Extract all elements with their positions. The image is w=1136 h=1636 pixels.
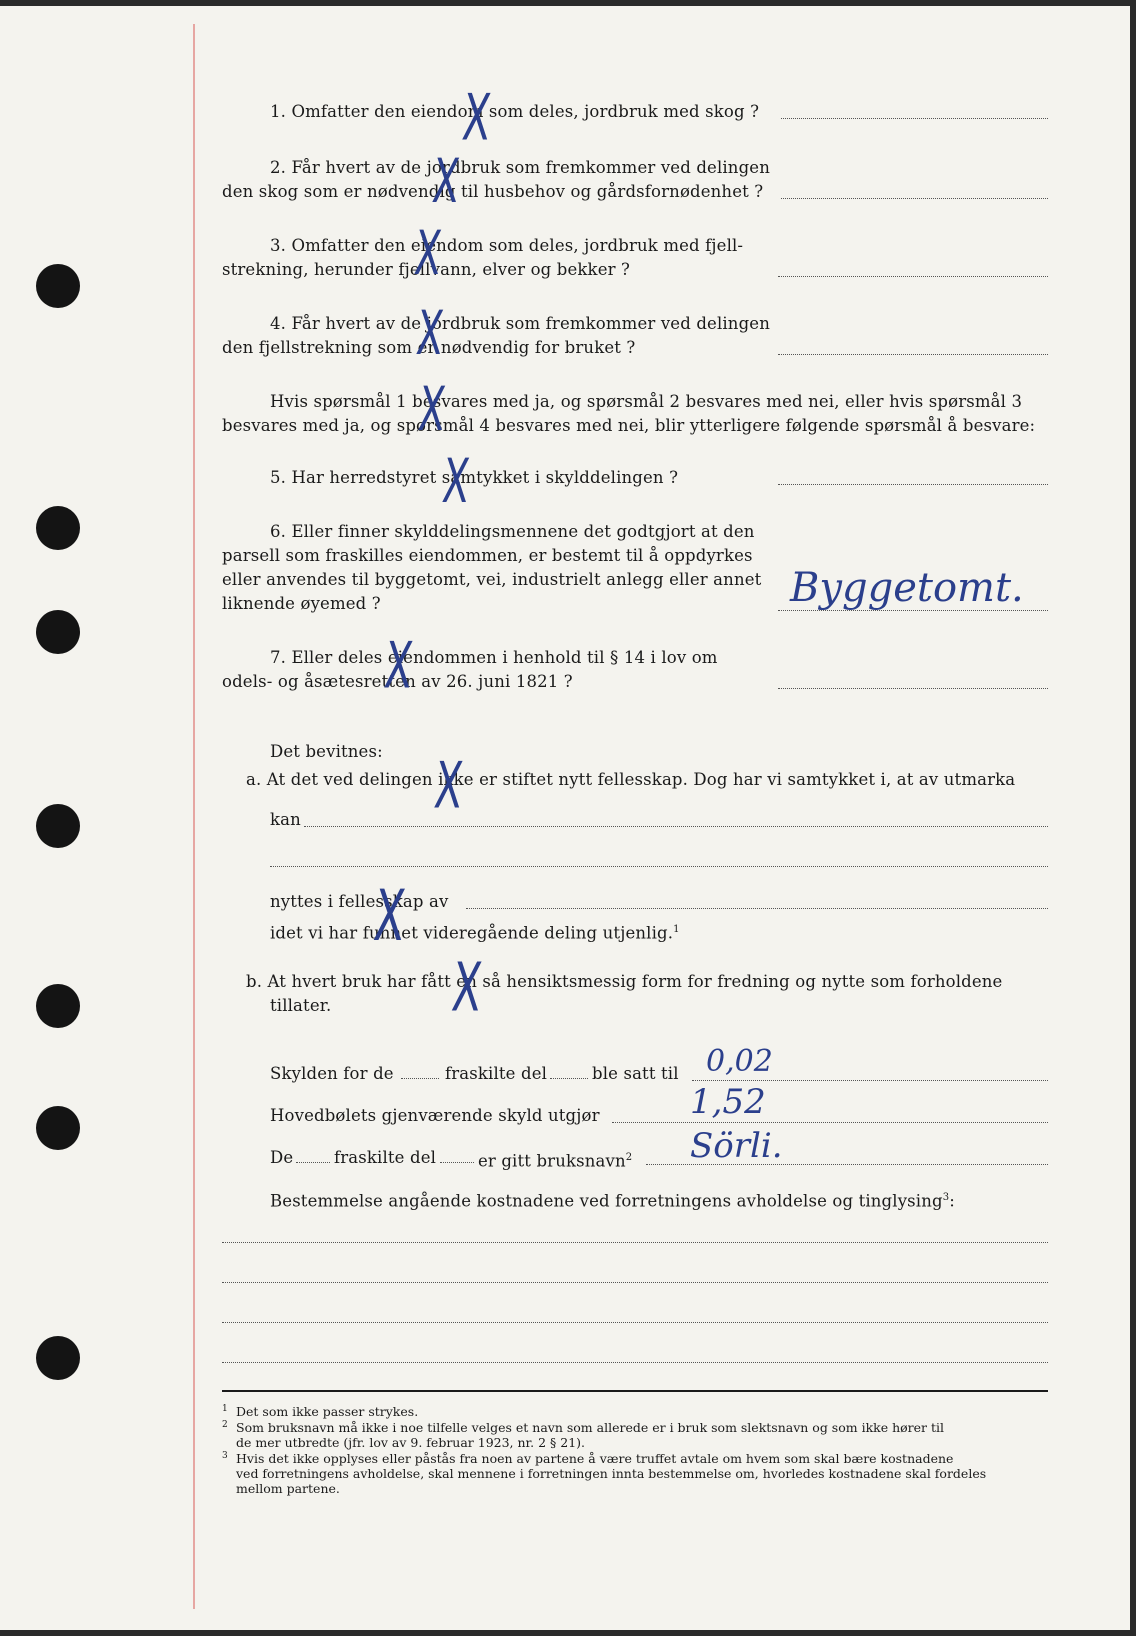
attest-a-nyttes-line[interactable]: [466, 908, 1048, 909]
hoved-value-line[interactable]: [612, 1122, 1048, 1123]
footnote-1: Det som ikke passer strykes.: [236, 1404, 419, 1419]
punch-hole: [36, 984, 80, 1028]
strike-x-mark: X: [439, 446, 473, 517]
hoved-label: Hovedbølets gjenværende skyld utgjør: [270, 1106, 600, 1125]
punch-hole: [36, 506, 80, 550]
condition-line-2: besvares med ja, og spørsmål 4 besvares med nei, blir ytterligere følgende spørsmål å besvare:: [222, 416, 1036, 435]
punch-hole: [36, 1106, 80, 1150]
bestemmelse-line-2[interactable]: [222, 1282, 1048, 1283]
skyld-label-3: ble satt til: [592, 1064, 679, 1083]
footnote-2-line-1: Som bruksnavn må ikke i noe tilfelle velges et navn som allerede er i bruk som slektsnavn og som ikke hører til: [236, 1420, 945, 1435]
footnote-number: 3: [222, 1451, 228, 1461]
navn-label-3: er gitt bruksnavn$^2$: [478, 1151, 633, 1171]
navn-blank-1[interactable]: [296, 1162, 330, 1163]
skyld-label-2: fraskilte del: [445, 1064, 548, 1083]
question-6-line-2: parsell som fraskilles eiendommen, er bestemt til å oppdyrkes: [222, 546, 753, 565]
navn-blank-2[interactable]: [440, 1162, 474, 1163]
margin-line: [193, 24, 195, 1609]
question-6-line-3: eller anvendes til byggetomt, vei, industrielt anlegg eller annet: [222, 570, 762, 589]
strike-x-mark: X: [413, 298, 447, 369]
punch-hole: [36, 264, 80, 308]
footnote-2-line-2: de mer utbredte (jfr. lov av 9. februar 1923, nr. 2 § 21).: [236, 1435, 586, 1450]
question-4-line-1: 4. Får hvert av de jordbruk som fremkommer ved delingen: [270, 314, 770, 333]
strike-x-mark: X: [381, 630, 416, 704]
condition-line-1: Hvis spørsmål 1 besvares med ja, og spørsmål 2 besvares med nei, eller hvis spørsmål 3: [270, 392, 1023, 411]
skyld-label-1: Skylden for de: [270, 1064, 394, 1083]
question-5: 5. Har herredstyret samtykket i skylddelingen ?: [270, 468, 679, 487]
hoved-value-handwritten: 1,52: [690, 1082, 766, 1122]
attest-a-kan: kan: [270, 810, 301, 829]
attest-a-nyttes: nyttes i fellesskap av: [270, 892, 449, 911]
answer-line-q1[interactable]: [781, 118, 1048, 119]
answer-line-q7[interactable]: [778, 688, 1048, 689]
question-3-line-1: 3. Omfatter den eiendom som deles, jordbruk med fjell-: [270, 236, 744, 255]
attest-heading: Det bevitnes:: [270, 742, 383, 761]
question-7-line-1: 7. Eller deles eiendommen i henhold til § 14 i lov om: [270, 648, 718, 667]
answer-line-q4[interactable]: [778, 354, 1048, 355]
navn-label-2: fraskilte del: [334, 1148, 437, 1167]
strike-x-mark: X: [449, 948, 485, 1027]
bestemmelse-line-4[interactable]: [222, 1362, 1048, 1363]
skyld-value-handwritten: 0,02: [706, 1044, 773, 1079]
navn-label-1: De: [270, 1148, 294, 1167]
answer-q6-handwritten: Byggetomt.: [790, 565, 1024, 611]
strike-x-mark: X: [411, 218, 445, 289]
answer-line-q2[interactable]: [781, 198, 1048, 199]
strike-x-mark: X: [415, 374, 449, 445]
bestemmelse-line-3[interactable]: [222, 1322, 1048, 1323]
question-2-line-1: 2. Får hvert av de jordbruk som fremkommer ved delingen: [270, 158, 770, 177]
strike-x-mark: X: [431, 750, 466, 824]
footnote-number: 2: [222, 1420, 228, 1430]
attest-a-blank-line[interactable]: [270, 866, 1048, 867]
bestemmelse-label: Bestemmelse angående kostnadene ved forretningens avholdelse og tinglysing$^3$:: [270, 1191, 955, 1211]
question-4-line-2: den fjellstrekning som er nødvendig for bruket ?: [222, 338, 636, 357]
form-page: [0, 6, 1130, 1630]
skyld-value-line[interactable]: [692, 1080, 1048, 1081]
answer-line-q5[interactable]: [778, 484, 1048, 485]
attest-a-line-1: a. At det ved delingen ikke er stiftet nytt fellesskap. Dog har vi samtykket i, at av utmarka: [246, 770, 1016, 789]
question-6-line-4: liknende øyemed ?: [222, 594, 381, 613]
footnote-3-line-3: mellom partene.: [236, 1481, 340, 1496]
attest-b-line-2: tillater.: [270, 996, 332, 1015]
question-2-line-2: den skog som er nødvendig til husbehov og gårdsfornødenhet ?: [222, 182, 764, 201]
question-3-line-2: strekning, herunder fjellvann, elver og bekker ?: [222, 260, 631, 279]
footnote-number: 1: [222, 1404, 228, 1414]
question-6-line-1: 6. Eller finner skylddelingsmennene det godtgjort at den: [270, 522, 755, 541]
footnote-3-line-2: ved forretningens avholdelse, skal mennene i forretningen innta bestemmelse om, hvorledes kostnadene skal fordeles: [236, 1466, 987, 1481]
bestemmelse-line-1[interactable]: [222, 1242, 1048, 1243]
attest-a-idet: idet vi har funnet videregående deling utjenlig.$^1$: [270, 923, 680, 943]
skyld-blank-2[interactable]: [550, 1078, 588, 1079]
answer-line-q3[interactable]: [778, 276, 1048, 277]
question-7-line-2: odels- og åsætesretten av 26. juni 1821 ?: [222, 672, 573, 691]
footnote-rule: [222, 1390, 1048, 1392]
question-1: 1. Omfatter den eiendom som deles, jordbruk med skog ?: [270, 102, 760, 121]
punch-hole: [36, 610, 80, 654]
strike-x-mark: X: [429, 146, 463, 217]
strike-x-mark: X: [459, 82, 494, 156]
footnote-3-line-1: Hvis det ikke opplyses eller påstås fra noen av partene å være truffet avtale om hvem som skal bære kostnadene: [236, 1451, 954, 1466]
attest-a-kan-line[interactable]: [304, 826, 1048, 827]
skyld-blank-1[interactable]: [401, 1078, 439, 1079]
punch-hole: [36, 1336, 80, 1380]
navn-value-handwritten: Sörli.: [690, 1126, 783, 1166]
strike-x-mark: X: [370, 876, 409, 958]
attest-b-line-1: b. At hvert bruk har fått en så hensiktsmessig form for fredning og nytte som forholdene: [246, 972, 1003, 991]
punch-hole: [36, 804, 80, 848]
